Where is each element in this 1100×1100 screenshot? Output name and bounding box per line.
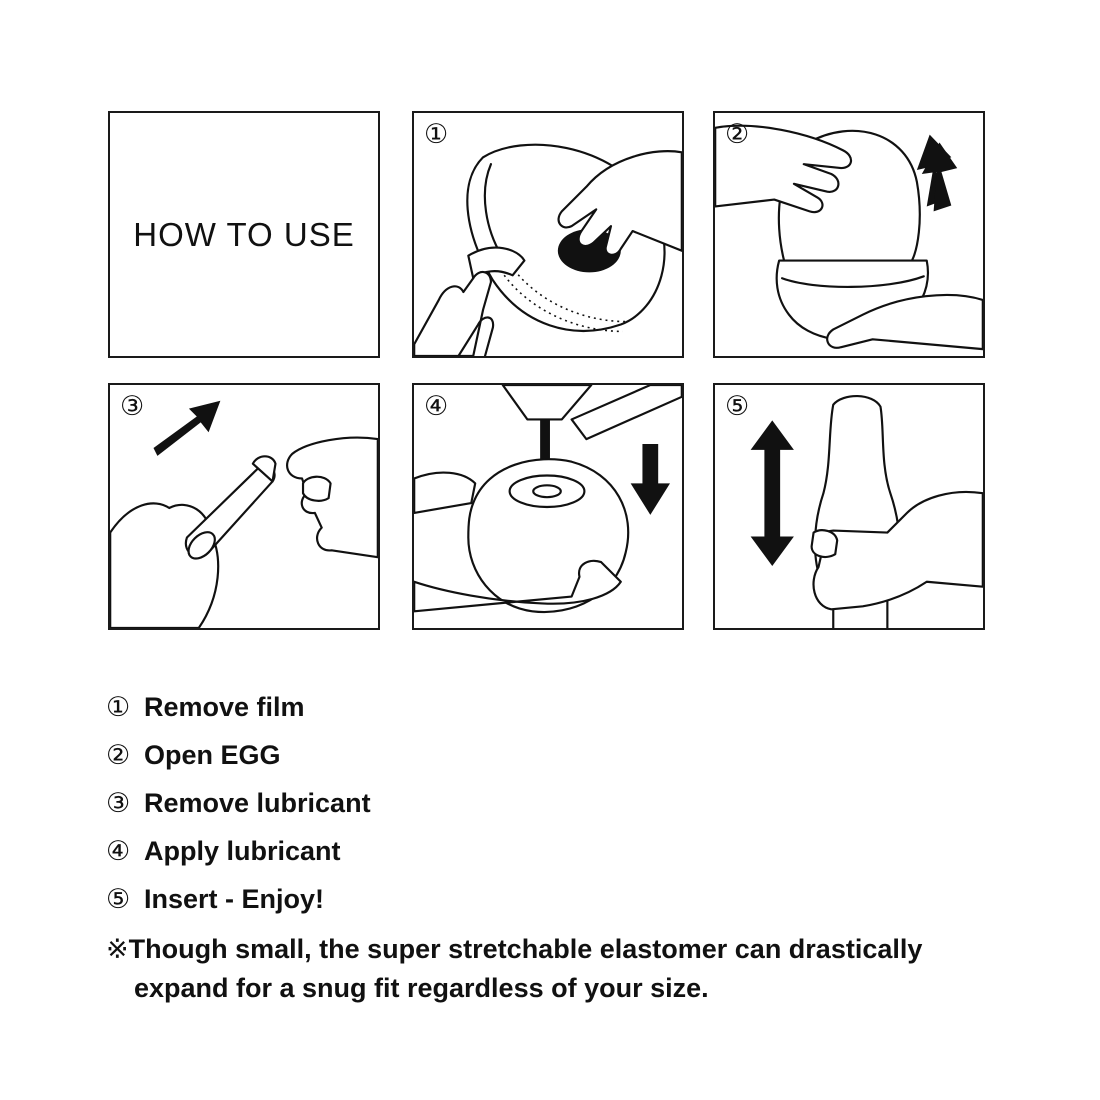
step-item	[106, 880, 1006, 928]
step-text: Open EGG	[144, 740, 281, 770]
remove-film-illustration	[414, 113, 682, 356]
step-text: Apply lubricant	[144, 836, 341, 866]
step-item	[106, 688, 1006, 736]
panel-step-5	[713, 383, 985, 630]
footnote-text: Though small, the super stretchable elastomer can drastically	[128, 934, 923, 964]
panel-number: ①	[424, 119, 449, 150]
step-text: Remove lubricant	[144, 788, 371, 818]
open-egg-illustration	[715, 113, 983, 356]
step-text: Remove film	[144, 692, 305, 722]
step-number: ①	[106, 692, 131, 723]
reference-mark: ※	[106, 934, 129, 965]
panel-number: ②	[725, 119, 750, 150]
panel-step-2	[713, 111, 985, 358]
panel-number: ④	[424, 391, 449, 422]
panel-step-4	[412, 383, 684, 630]
apply-lubricant-illustration	[414, 385, 682, 628]
step-item	[106, 784, 1006, 832]
remove-lubricant-illustration	[110, 385, 378, 628]
step-number: ④	[106, 836, 131, 867]
step-list	[106, 688, 1006, 1007]
insert-illustration	[715, 385, 983, 628]
page-title: HOW TO USE	[133, 215, 355, 253]
title-panel	[108, 111, 380, 358]
panel-step-3	[108, 383, 380, 630]
panel-number: ③	[120, 391, 145, 422]
step-item	[106, 736, 1006, 784]
step-text: Insert - Enjoy!	[144, 884, 325, 914]
panel-step-1	[412, 111, 684, 358]
footnote	[106, 930, 1006, 1007]
step-number: ②	[106, 740, 131, 771]
step-item	[106, 832, 1006, 880]
footnote-line-2: expand for a snug fit regardless of your size.	[134, 973, 709, 1003]
panel-number: ⑤	[725, 391, 750, 422]
footnote-line-1	[106, 930, 1006, 969]
step-number: ⑤	[106, 884, 131, 915]
step-number: ③	[106, 788, 131, 819]
